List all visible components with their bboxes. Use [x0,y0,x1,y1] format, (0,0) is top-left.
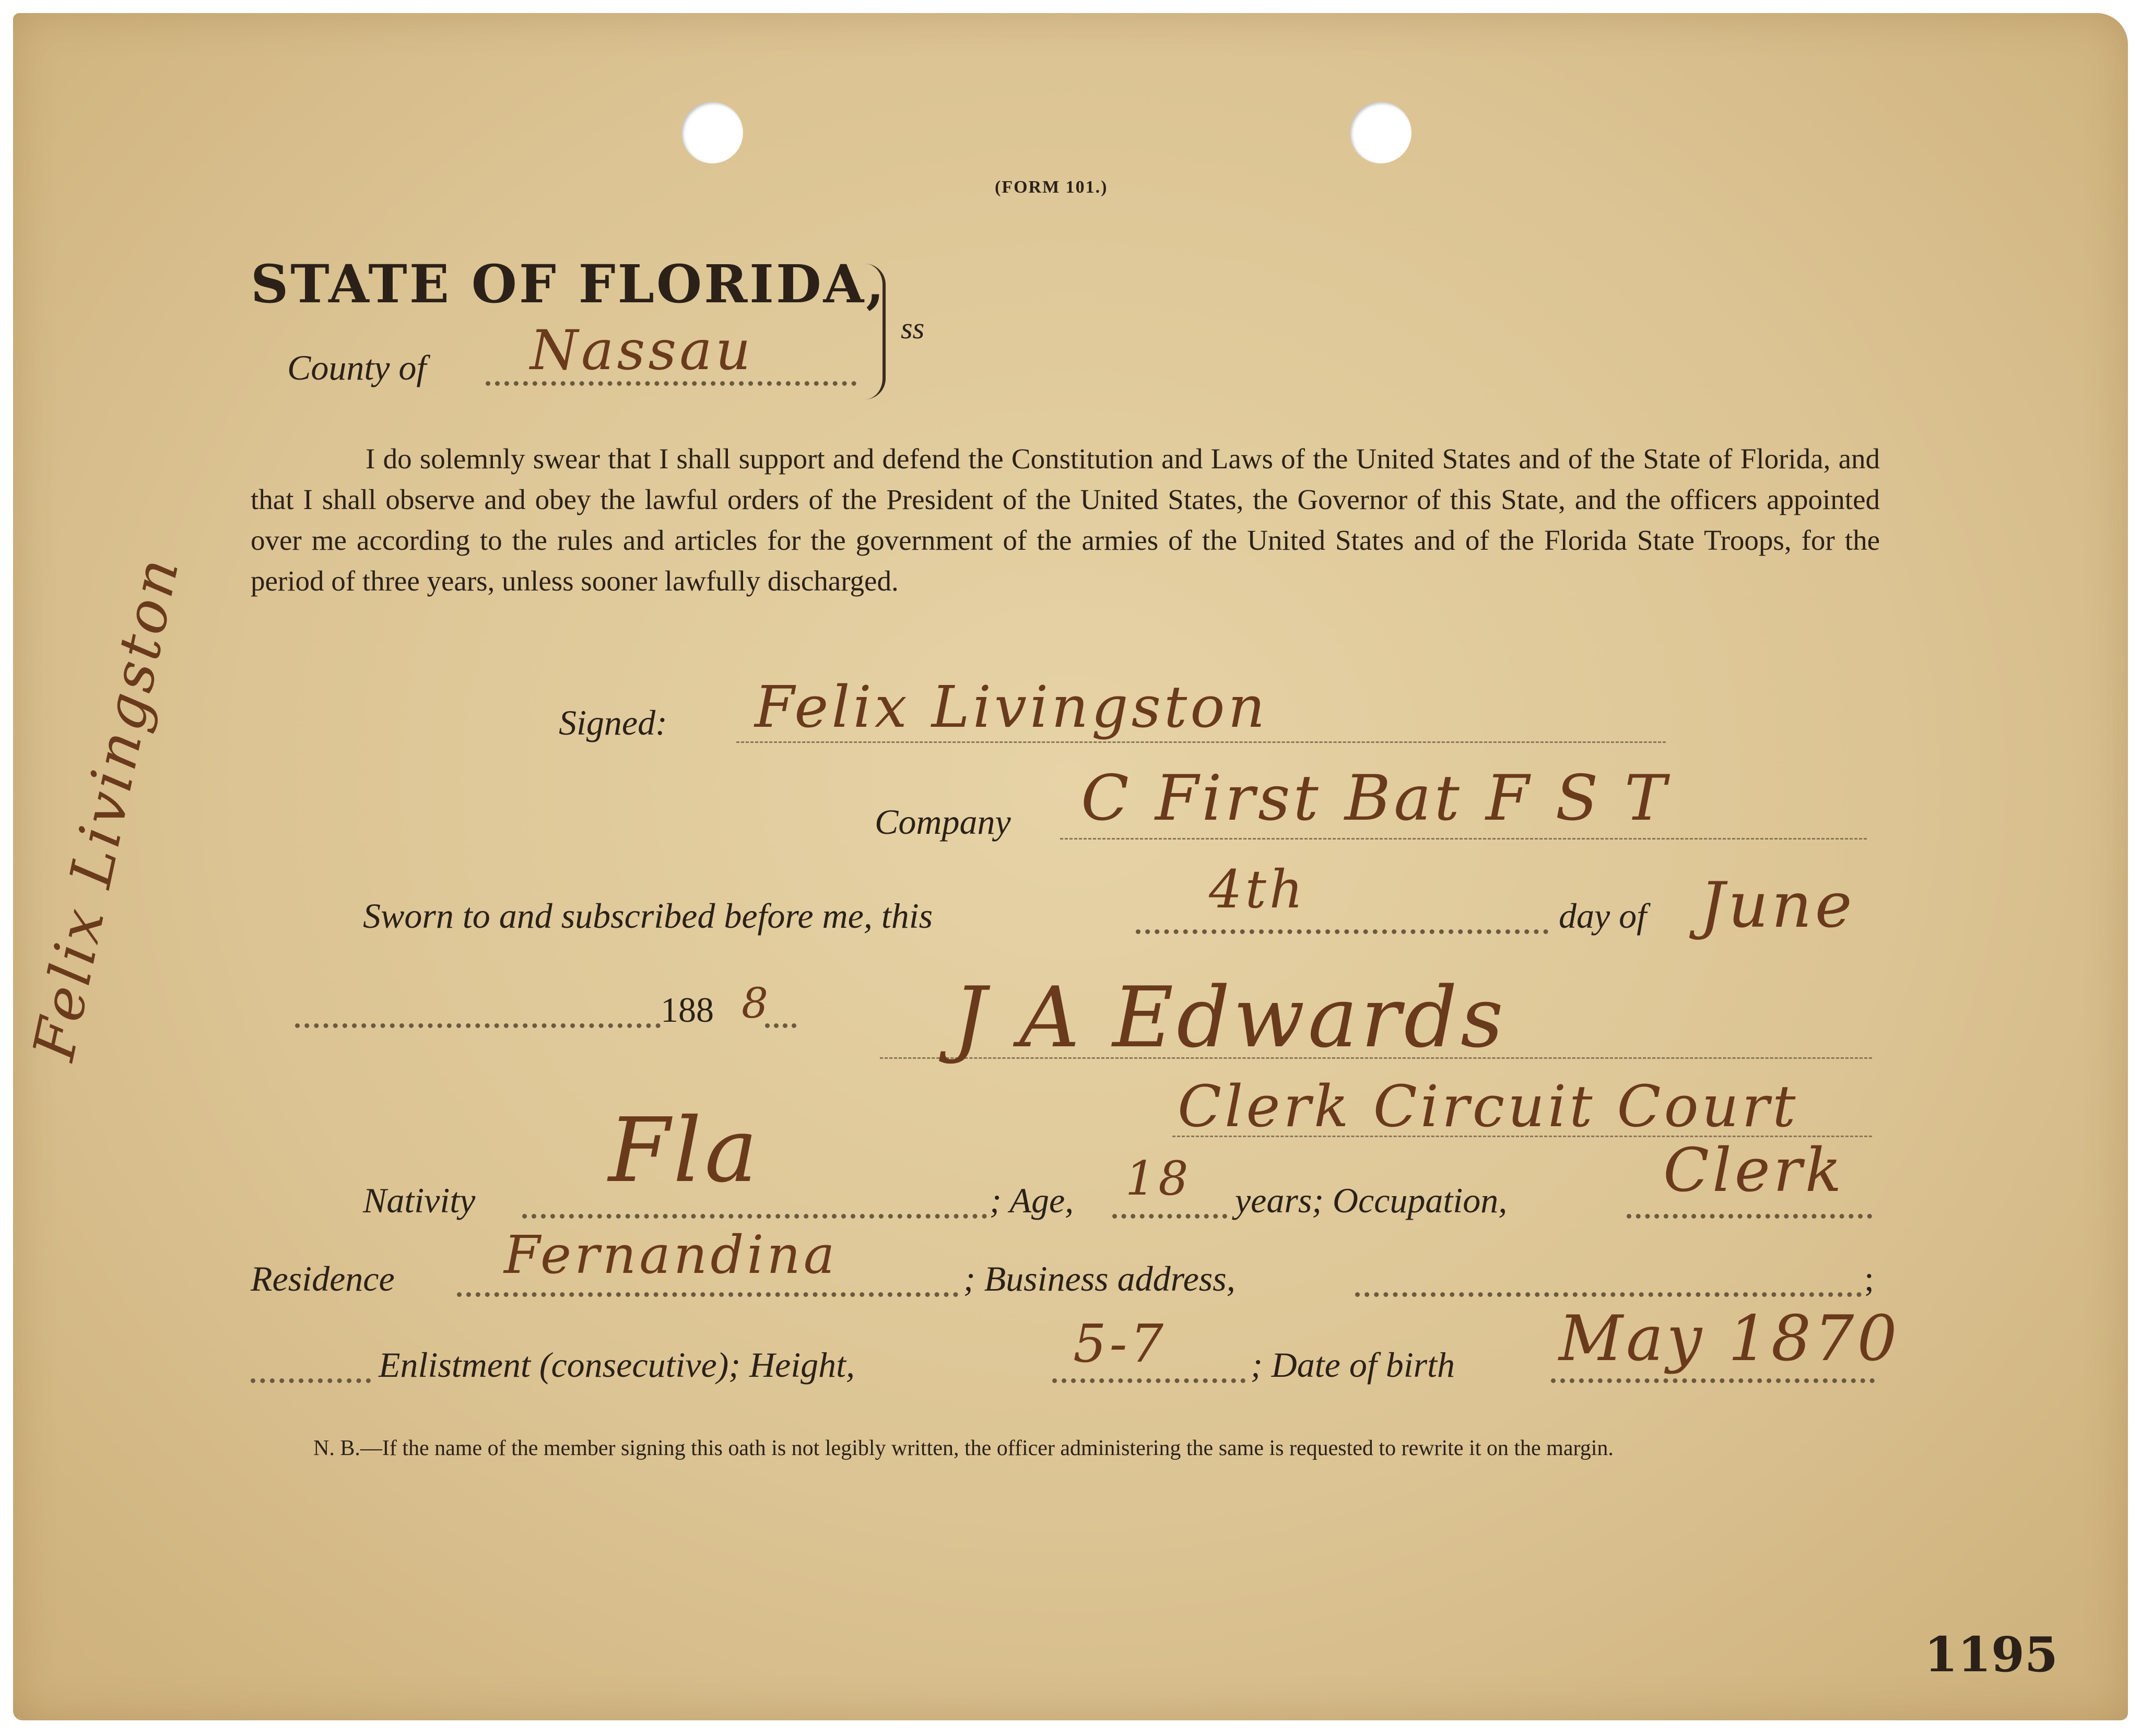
residence-label: Residence [251,1259,395,1298]
nativity-line [522,1214,987,1219]
day-of-label: day of [1559,896,1647,936]
document-page [13,13,2128,1720]
year-suffix: 8 [742,979,771,1028]
occupation-line [1627,1214,1872,1219]
signed-label: Signed: [559,703,667,742]
year-prefix: 188 [661,990,714,1030]
ss-label: ss [901,311,925,345]
company-line [1060,838,1867,840]
dob-line [1551,1378,1875,1383]
sworn-label: Sworn to and subscribed before me, this [363,896,933,936]
age-value: 18 [1125,1151,1192,1206]
dob-label: ; Date of birth [1251,1345,1455,1385]
age-label: ; Age, [990,1180,1074,1220]
company-label: Company [875,802,1011,842]
form-number: (FORM 101.) [995,178,1108,197]
state-heading: STATE OF FLORIDA, [251,253,887,315]
document-number: 1195 [1924,1626,2058,1683]
age-line [1112,1214,1227,1219]
residence-line [457,1292,958,1297]
residence-value: Fernandina [504,1224,838,1285]
height-value: 5-7 [1073,1313,1167,1374]
nativity-value: Fla [608,1099,761,1202]
enlistment-label: Enlistment (consecutive); Height, [379,1345,855,1385]
footnote: N. B.—If the name of the member signing this oath is not legibly written, the officer administering the same is requested to rewrite it on the margin. [313,1436,1614,1460]
bracket [862,264,886,399]
signed-line [736,741,1666,743]
oath-paragraph: I do solemnly swear that I shall support and defend the Constitution and Laws of the United States and of the State of Florida, and that I shall observe and obey the lawful orders of the President of the United States, the Governor of this State, and the officers appointed over me according to the rules and articles for the government of the armies of the United States and of the Florida State Troops, for the period of three years, unless sooner lawfully discharged. [251,443,1880,597]
punch-hole-right [1350,102,1411,163]
month-value: June [1700,869,1855,942]
business-semicolon: ; [1864,1259,1874,1298]
margin-name: Felix Livingston [20,549,193,1066]
company-value: C First Bat F S T [1081,762,1669,835]
year-line [295,1023,661,1028]
years-label: years; Occupation, [1235,1180,1508,1220]
county-label: County of [287,348,427,387]
county-value: Nassau [530,318,754,382]
business-line [1355,1292,1862,1297]
business-label: ; Business address, [963,1259,1236,1298]
signed-value: Felix Livingston [755,674,1268,740]
height-line [1052,1378,1245,1383]
punch-hole-left [681,102,743,163]
official-title: Clerk Circuit Court [1178,1073,1799,1140]
dob-value: May 1870 [1559,1303,1900,1375]
nativity-label: Nativity [363,1180,476,1220]
day-value: 4th [1209,859,1307,920]
official-name: J A Edwards [953,969,1507,1066]
enlistment-line [251,1378,371,1383]
year-tail-line [765,1023,796,1028]
occupation-value: Clerk [1663,1136,1845,1206]
day-line [1136,929,1548,934]
